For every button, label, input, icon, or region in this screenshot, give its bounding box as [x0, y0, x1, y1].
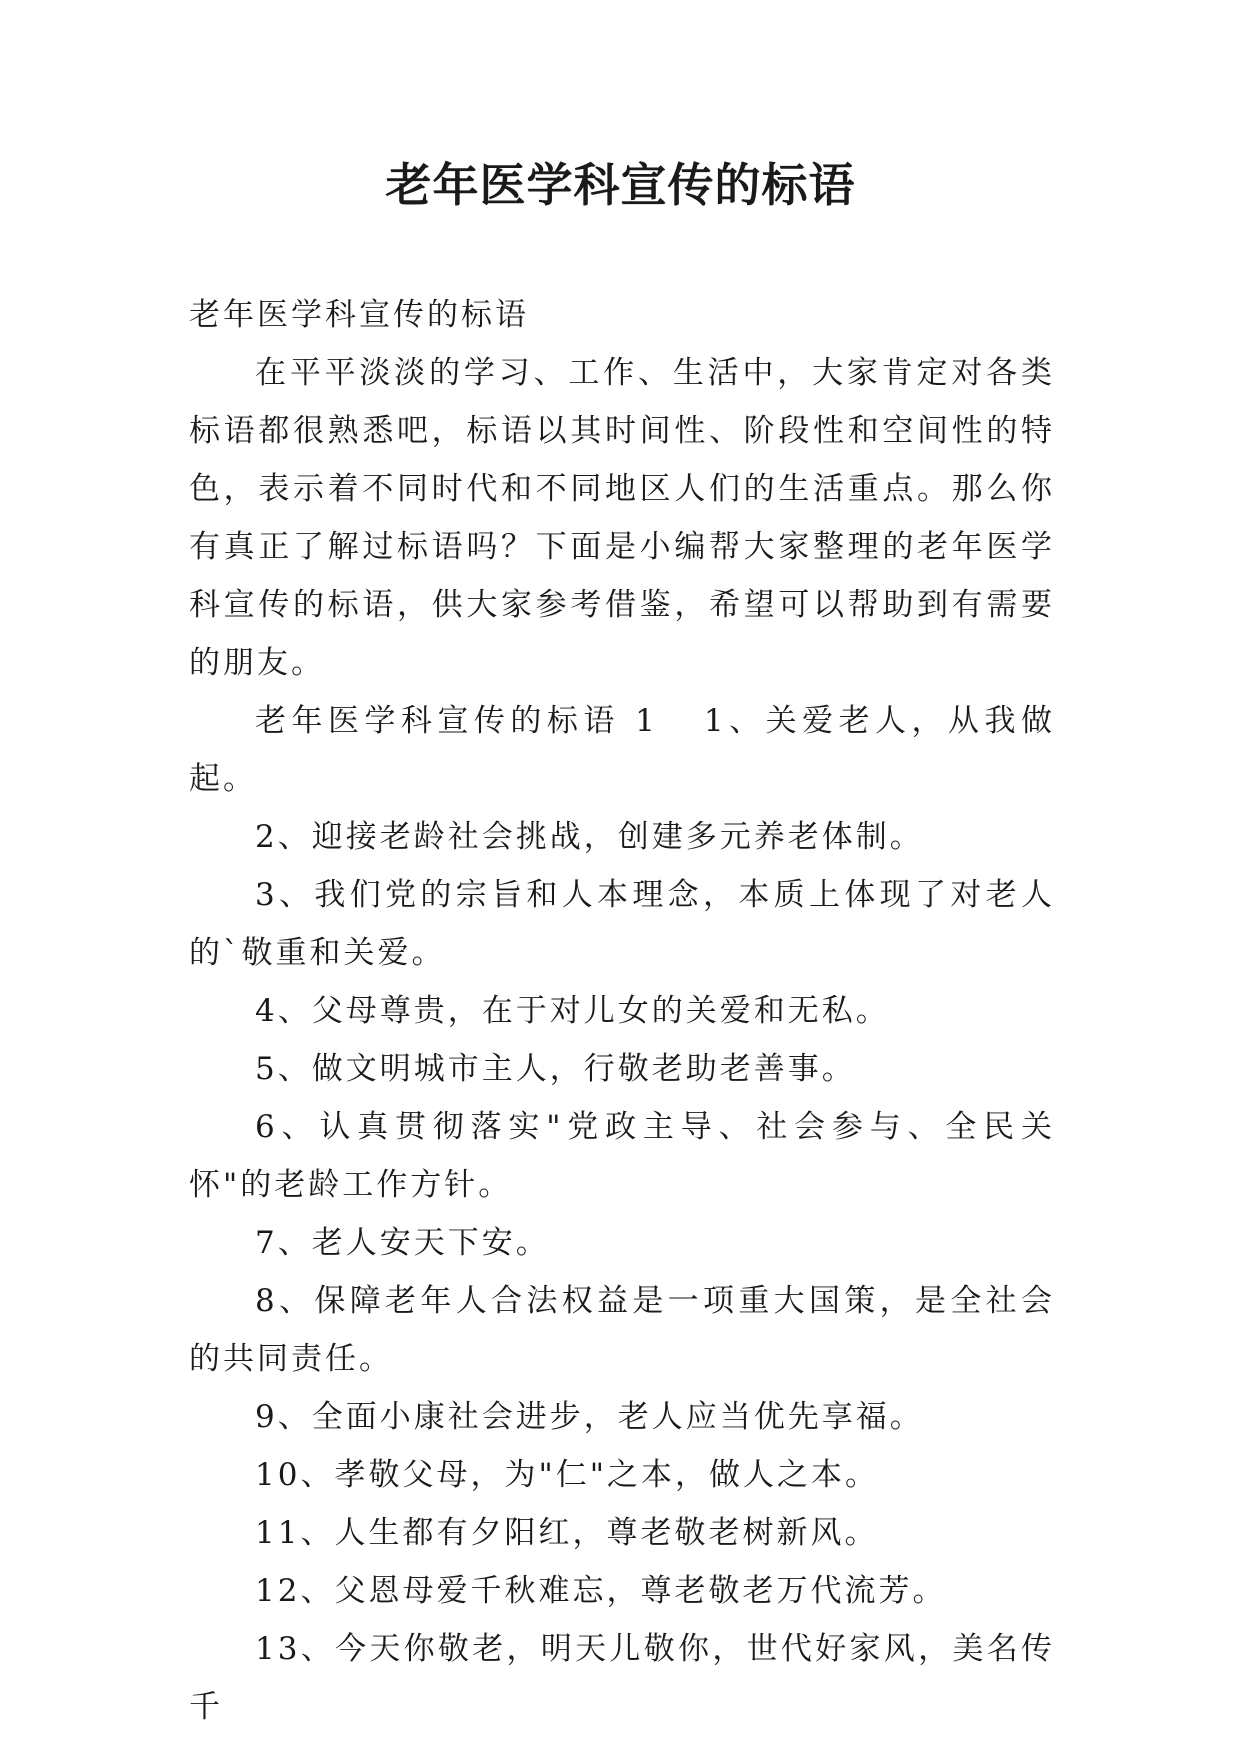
slogan-item: 4、父母尊贵，在于对儿女的关爱和无私。	[255, 993, 890, 1029]
slogan-item: 13、今天你敬老，明天儿敬你，世代好家风，美名传千	[189, 1631, 1055, 1725]
slogan-item: 1、关爱老人，从我做起。	[189, 703, 1055, 797]
slogan-item: 5、做文明城市主人，行敬老助老善事。	[255, 1051, 856, 1087]
document-body	[189, 286, 1055, 1736]
intro-paragraph: 在平平淡淡的学习、工作、生活中，大家肯定对各类标语都很熟悉吧，标语以其时间性、阶段性和空间性的特色，表示着不同时代和不同地区人们的生活重点。那么你有真正了解过标语吗？下面是小编帮大家整理的老年医学科宣传的标语，供大家参考借鉴，希望可以帮助到有需要的朋友。	[189, 355, 1055, 681]
section-first-line	[189, 692, 1055, 808]
slogan-item: 11、人生都有夕阳红，尊老敬老树新风。	[255, 1515, 879, 1551]
slogan-item: 10、孝敬父母，为"仁"之本，做人之本。	[255, 1457, 879, 1493]
document-title: 老年医学科宣传的标语	[385, 158, 856, 212]
slogan-item: 9、全面小康社会进步，老人应当优先享福。	[255, 1399, 924, 1435]
document-subtitle: 老年医学科宣传的标语	[189, 297, 529, 333]
slogan-item: 8、保障老年人合法权益是一项重大国策，是全社会的共同责任。	[189, 1283, 1055, 1377]
slogan-item: 12、父恩母爱千秋难忘，尊老敬老万代流芳。	[255, 1573, 947, 1609]
slogan-item: 3、我们党的宗旨和人本理念，本质上体现了对老人的`敬重和关爱。	[189, 877, 1055, 971]
section-heading: 老年医学科宣传的标语 1	[255, 703, 658, 739]
slogan-item: 6、认真贯彻落实"党政主导、社会参与、全民关怀"的老龄工作方针。	[189, 1109, 1055, 1203]
slogan-item: 2、迎接老龄社会挑战，创建多元养老体制。	[255, 819, 924, 855]
slogan-item: 7、老人安天下安。	[255, 1225, 550, 1261]
